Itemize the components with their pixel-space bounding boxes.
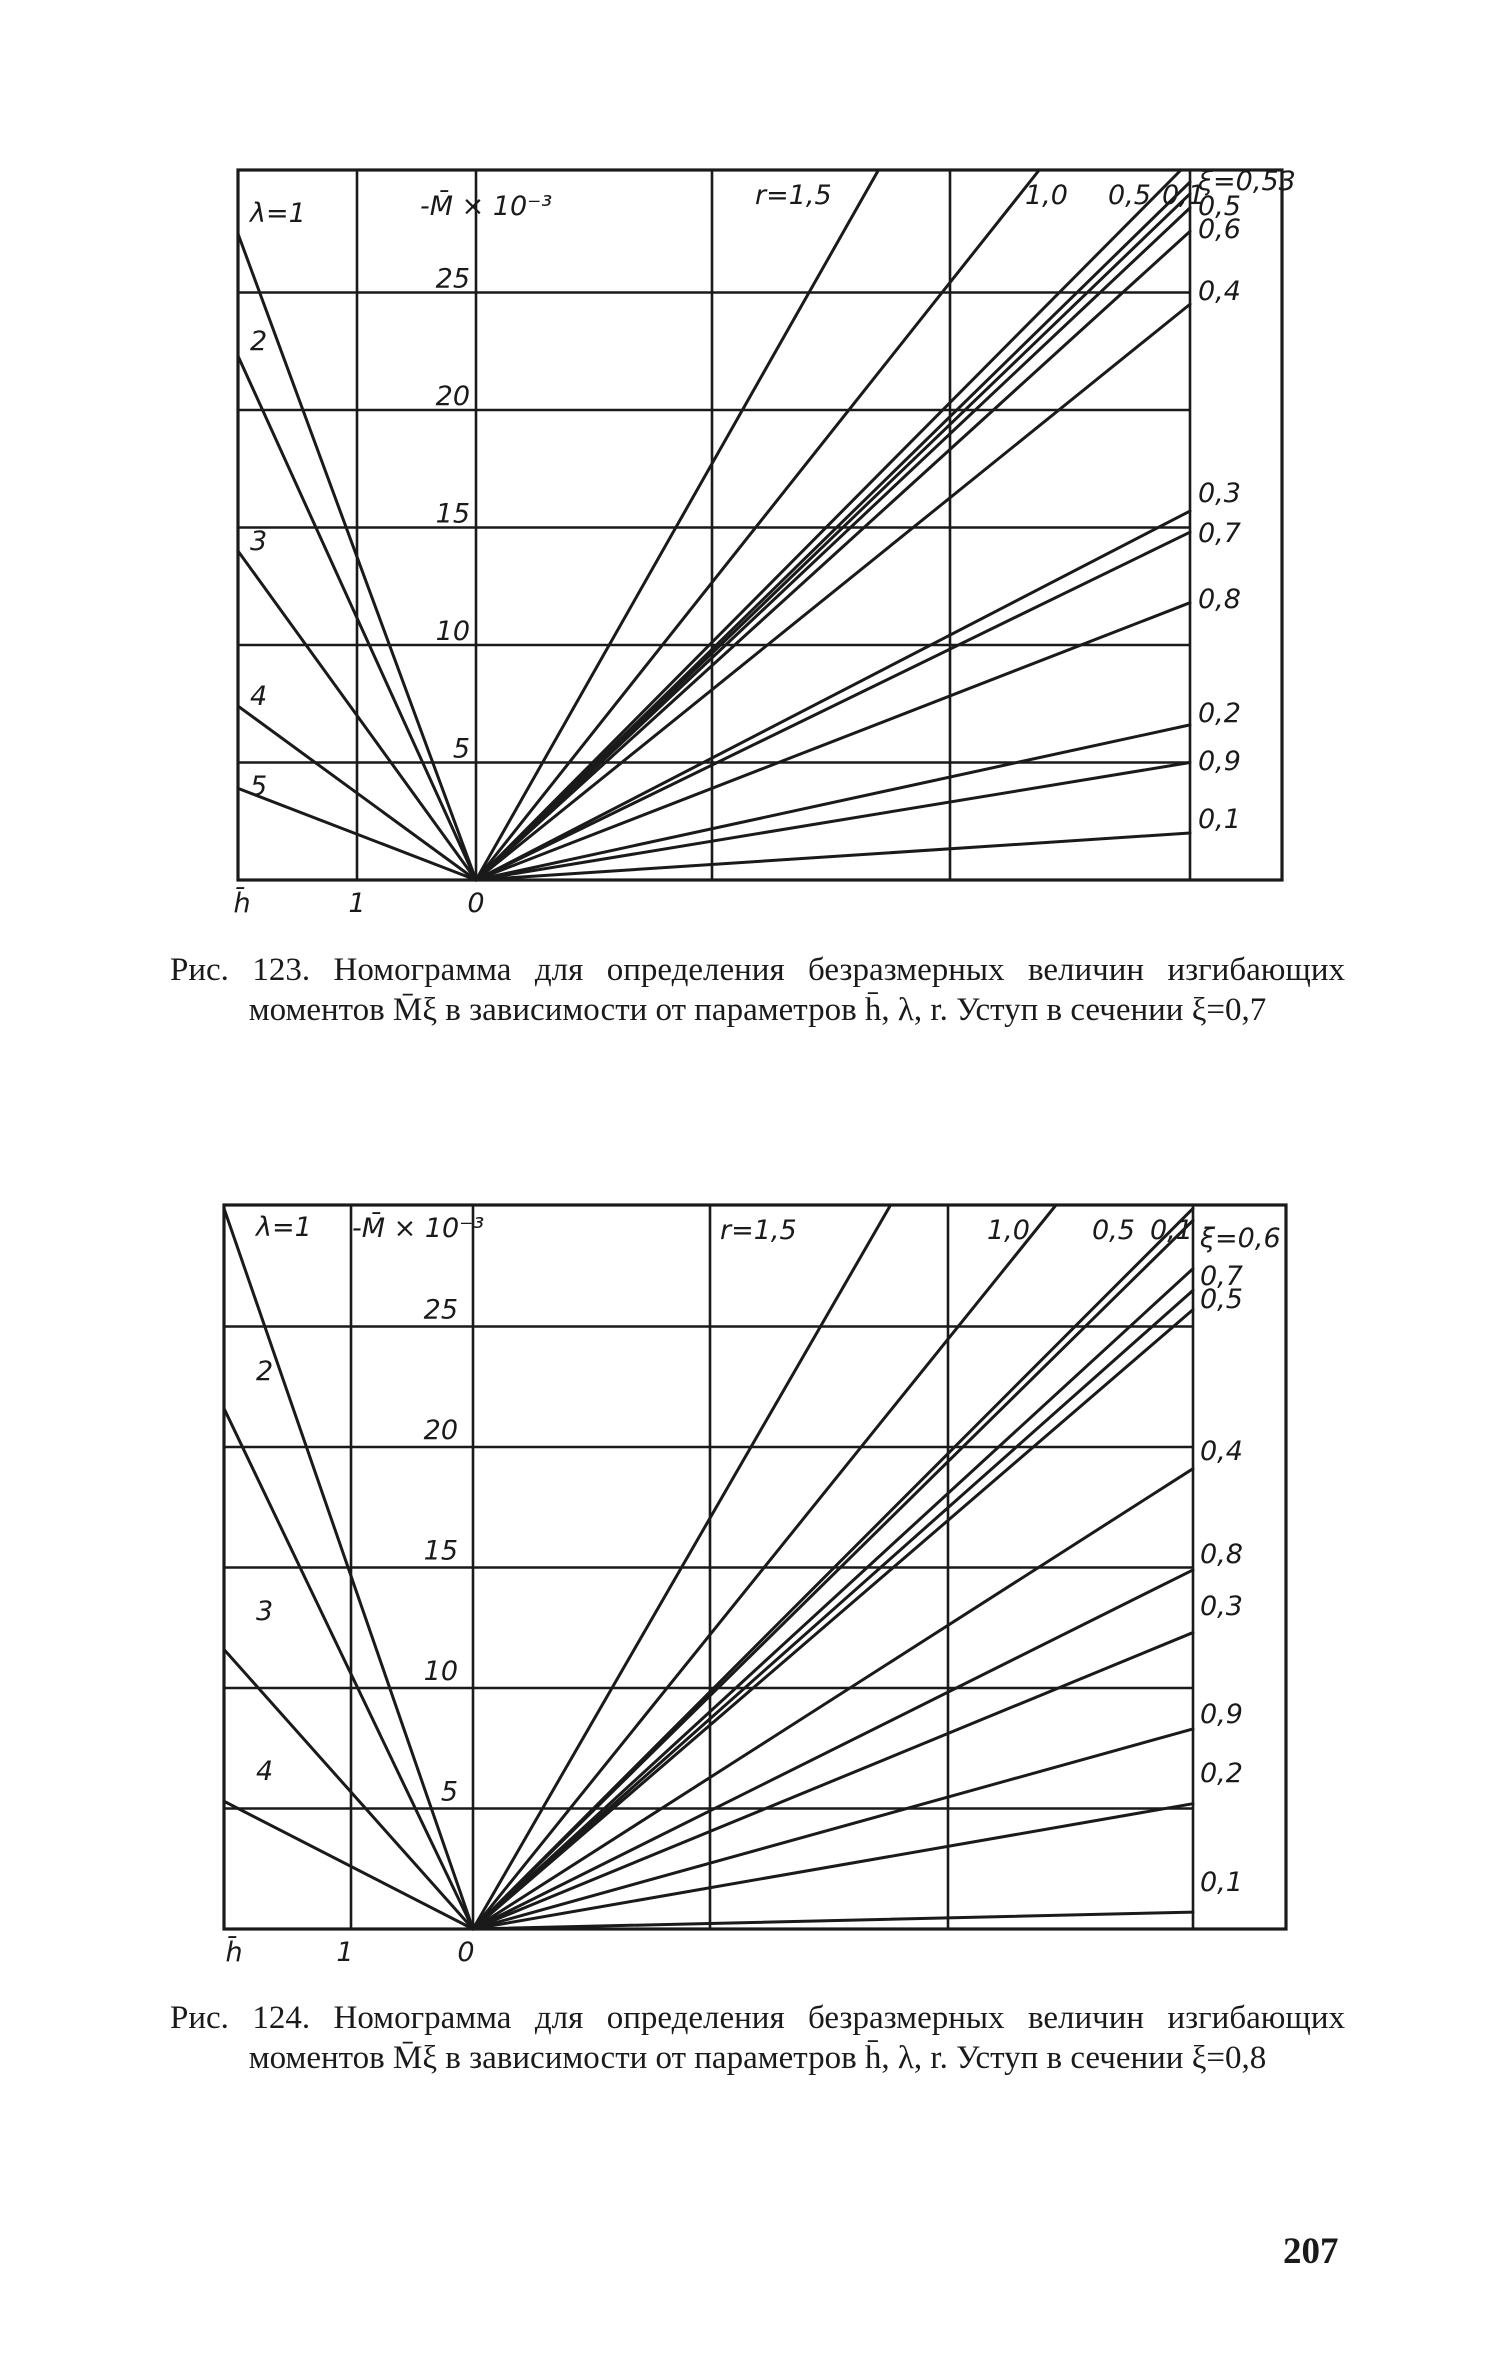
xi-label: 0,6 <box>1198 214 1241 245</box>
right-series-line <box>476 170 878 880</box>
right-series-line <box>473 1290 1193 1929</box>
right-series-line <box>473 1310 1193 1929</box>
xi-label: ξ=0,6 <box>1200 1223 1281 1254</box>
right-series-line <box>476 170 1039 880</box>
xi-label: 0,7 <box>1200 1261 1243 1292</box>
top-ray-label: 0,5 <box>1092 1215 1135 1246</box>
figure-123-caption: Рис. 123. Номограмма для определения безразмерных величин изгибающих моментов M̄ξ в зависимости от параметров h̄, λ, r. Уступ в сечении ξ=0,7 <box>170 952 1345 1028</box>
right-series-line <box>473 1570 1193 1929</box>
x-tick-label: h̄ <box>233 888 251 919</box>
xi-label: 0,4 <box>1198 276 1241 307</box>
xi-label: 0,1 <box>1200 1867 1243 1898</box>
nomogram-figure-124 <box>0 1195 1501 1995</box>
x-tick-label: 0 <box>467 888 485 919</box>
xi-label: 0,9 <box>1200 1699 1243 1730</box>
xi-label: 0,2 <box>1200 1758 1243 1789</box>
xi-label: 0,8 <box>1200 1539 1243 1570</box>
left-series-label: λ=1 <box>250 198 306 229</box>
top-ray-label: 1,0 <box>1025 180 1068 211</box>
left-series-label: 3 <box>256 1596 274 1627</box>
nomogram-124-svg <box>0 1195 1501 1995</box>
figure-124-caption: Рис. 124. Номограмма для определения безразмерных величин изгибающих моментов M̄ξ в зависимости от параметров h̄, λ, r. Уступ в сечении ξ=0,8 <box>170 2000 1345 2076</box>
left-series-label: λ=1 <box>256 1212 312 1243</box>
page-number: 207 <box>1283 2231 1339 2272</box>
right-series-line <box>473 1469 1193 1929</box>
x-tick-label: 1 <box>348 888 366 919</box>
xi-label: 0,5 <box>1200 1284 1243 1315</box>
y-axis-title: -M̄ × 10⁻³ <box>352 1213 485 1244</box>
y-tick-label: 25 <box>423 1294 458 1326</box>
y-tick-label: 25 <box>435 263 470 295</box>
xi-label: 0,1 <box>1198 804 1241 835</box>
right-series-line <box>476 194 1190 880</box>
right-series-line <box>473 1912 1193 1929</box>
left-series-line <box>224 1649 473 1929</box>
right-series-line <box>476 170 1181 880</box>
left-series-label: 2 <box>250 326 268 357</box>
top-ray-label: 0,5 <box>1108 180 1151 211</box>
left-series-label: 2 <box>256 1356 274 1387</box>
y-tick-label: 5 <box>452 733 470 765</box>
xi-label: 0,5 <box>1198 191 1241 222</box>
top-ray-label: r=1,5 <box>755 180 832 211</box>
nomogram-123-svg <box>0 160 1501 940</box>
top-ray-label: 0,1 <box>1150 1215 1193 1246</box>
y-tick-label: 20 <box>423 1415 458 1446</box>
right-series-line <box>476 231 1190 880</box>
left-series-label: 3 <box>250 526 268 557</box>
top-ray-label: 0,1 <box>1162 180 1205 211</box>
x-tick-label: 1 <box>336 1937 354 1968</box>
left-series-label: 4 <box>250 681 268 712</box>
right-series-line <box>476 532 1190 880</box>
y-tick-label: 15 <box>435 498 470 530</box>
y-tick-label: 15 <box>423 1535 458 1567</box>
xi-label: 0,3 <box>1198 478 1241 509</box>
right-series-line <box>476 304 1190 880</box>
top-ray-label: 1,0 <box>987 1215 1030 1246</box>
y-axis-title: -M̄ × 10⁻³ <box>420 191 553 222</box>
x-tick-label: 0 <box>457 1937 475 1968</box>
x-tick-label: h̄ <box>225 1937 243 1968</box>
xi-label: 0,9 <box>1198 746 1241 777</box>
xi-label: 0,2 <box>1198 698 1241 729</box>
left-series-label: 5 <box>250 771 268 802</box>
nomogram-figure-123 <box>0 160 1501 940</box>
y-tick-label: 20 <box>435 381 470 412</box>
y-tick-label: 5 <box>440 1776 458 1808</box>
y-tick-label: 10 <box>435 616 470 647</box>
right-series-line <box>473 1633 1193 1929</box>
top-ray-label: r=1,5 <box>720 1215 797 1246</box>
right-series-line <box>476 511 1190 880</box>
xi-label: 0,3 <box>1200 1591 1243 1622</box>
xi-label: 0,8 <box>1198 584 1241 615</box>
xi-label: 0,4 <box>1200 1436 1243 1467</box>
xi-label: 0,7 <box>1198 518 1241 549</box>
xi-label: ξ=0,53 <box>1198 166 1296 197</box>
y-tick-label: 10 <box>423 1656 458 1687</box>
left-series-label: 4 <box>256 1756 274 1787</box>
